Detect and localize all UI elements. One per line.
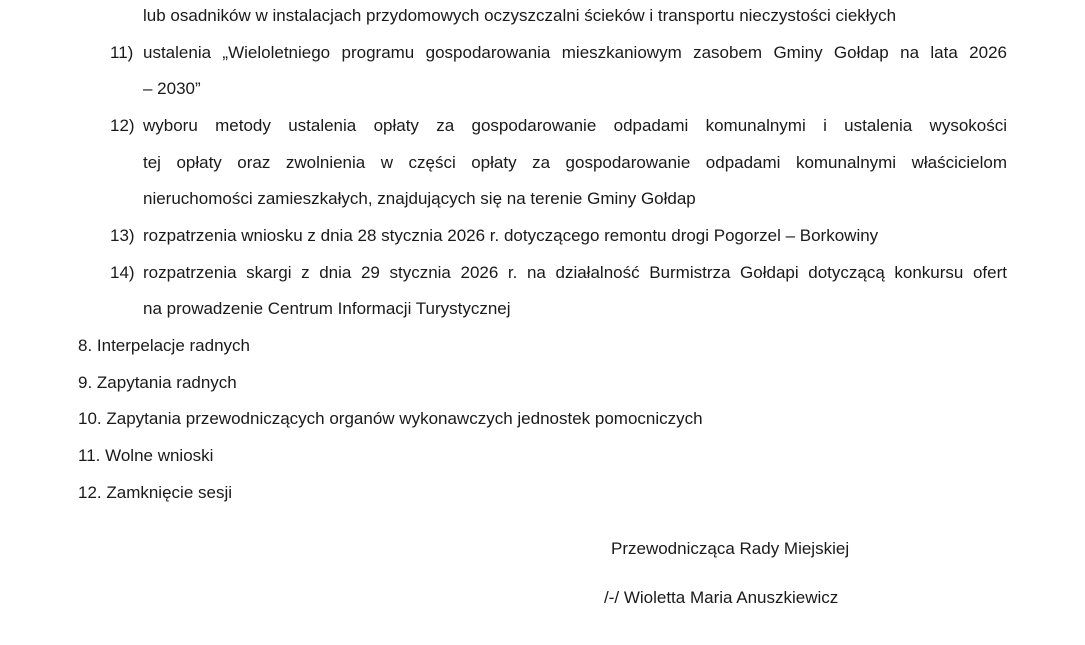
subitem-13-number: 13): [110, 226, 135, 245]
subitem-11-line-2: – 2030”: [143, 79, 201, 98]
subitem-10-line-2: lub osadników w instalacjach przydomowych oczyszczalni ścieków i transportu nieczystości ciekłych: [143, 6, 897, 25]
agenda-item-9: 9. Zapytania radnych: [78, 373, 237, 392]
subitem-12-line-2: tej opłaty oraz zwolnienia w części opłaty za gospodarowanie odpadami komunalnymi właścicielom: [143, 153, 1007, 172]
subitem-14-number: 14): [110, 263, 135, 282]
subitem-12-line-3: nieruchomości zamieszkałych, znajdujących się na terenie Gminy Gołdap: [143, 189, 696, 208]
agenda-item-11: 11. Wolne wnioski: [78, 446, 214, 465]
subitem-13-line-1: rozpatrzenia wniosku z dnia 28 stycznia 2026 r. dotyczącego remontu drogi Pogorzel – Borkowiny: [143, 226, 879, 245]
subitem-12-line-1: wyboru metody ustalenia opłaty za gospodarowanie odpadami komunalnymi i ustalenia wysokości: [143, 116, 1007, 135]
signature-title: Przewodnicząca Rady Miejskiej: [611, 539, 850, 558]
subitem-14-line-2: na prowadzenie Centrum Informacji Turystycznej: [143, 299, 511, 318]
subitem-12-number: 12): [110, 116, 135, 135]
subitem-11-line-1: ustalenia „Wieloletniego programu gospodarowania mieszkaniowym zasobem Gminy Gołdap na lata 2026: [143, 43, 1007, 62]
subitem-11-number: 11): [110, 43, 134, 62]
subitem-14-line-1: rozpatrzenia skargi z dnia 29 stycznia 2026 r. na działalność Burmistrza Gołdapi dotyczącą konkursu ofert: [143, 263, 1007, 282]
agenda-item-10: 10. Zapytania przewodniczących organów wykonawczych jednostek pomocniczych: [78, 409, 703, 428]
agenda-item-12: 12. Zamknięcie sesji: [78, 483, 233, 502]
agenda-item-8: 8. Interpelacje radnych: [78, 336, 250, 355]
signature-name: /-/ Wioletta Maria Anuszkiewicz: [604, 588, 839, 607]
